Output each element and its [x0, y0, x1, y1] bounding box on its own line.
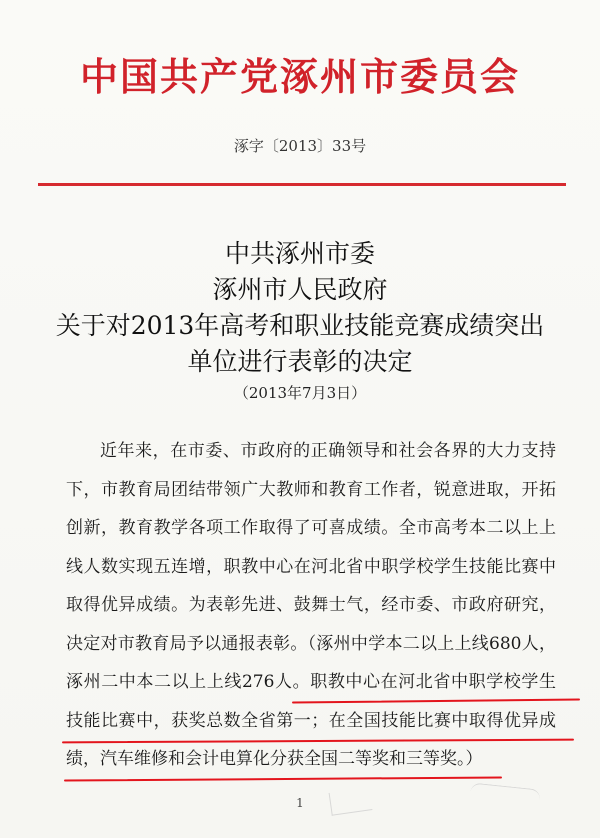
title-line: 关于对2013年高考和职业技能竞赛成绩突出: [55, 311, 545, 340]
page-number: 1: [296, 796, 304, 810]
issuing-organization-header: 中国共产党涿州市委员会: [79, 55, 520, 99]
title-line: 涿州市人民政府: [212, 275, 388, 304]
body-line: 绩，汽车维修和会计电算化分获全国二等奖和三等奖。）: [66, 749, 483, 769]
body-line: 取得优异成绩。为表彰先进、鼓舞士气，经市委、市政府研究，: [66, 595, 556, 615]
body-line: 线人数实现五连增，职教中心在河北省中职学校学生技能比赛中: [66, 556, 556, 577]
body-line: 近年来，在市委、市政府的正确领导和社会各界的大力支持: [100, 441, 556, 461]
title-line: 中共涿州市委: [224, 239, 375, 268]
title-line: 单位进行表彰的决定: [187, 347, 413, 376]
body-line: 涿州二中本二以上上线276人。职教中心在河北省中职学校学生: [66, 672, 556, 692]
body-line: 下，市教育局团结带领广大教师和教育工作者，锐意进取，开拓: [66, 479, 556, 500]
red-separator-line: [38, 183, 566, 186]
document-date: （2013年7月3日）: [233, 384, 367, 402]
body-line: 技能比赛中，获奖总数全省第一；在全国技能比赛中取得优异成: [66, 710, 556, 731]
body-line: 创新，教育教学各项工作取得了可喜成绩。全市高考本二以上上: [66, 518, 556, 538]
document-title: [0, 236, 600, 380]
document-number: 涿字〔2013〕33号: [233, 137, 367, 155]
body-line: 决定对市教育局予以通报表彰。（涿州中学本二以上上线680人，: [66, 633, 556, 654]
body-paragraph: [66, 432, 556, 779]
